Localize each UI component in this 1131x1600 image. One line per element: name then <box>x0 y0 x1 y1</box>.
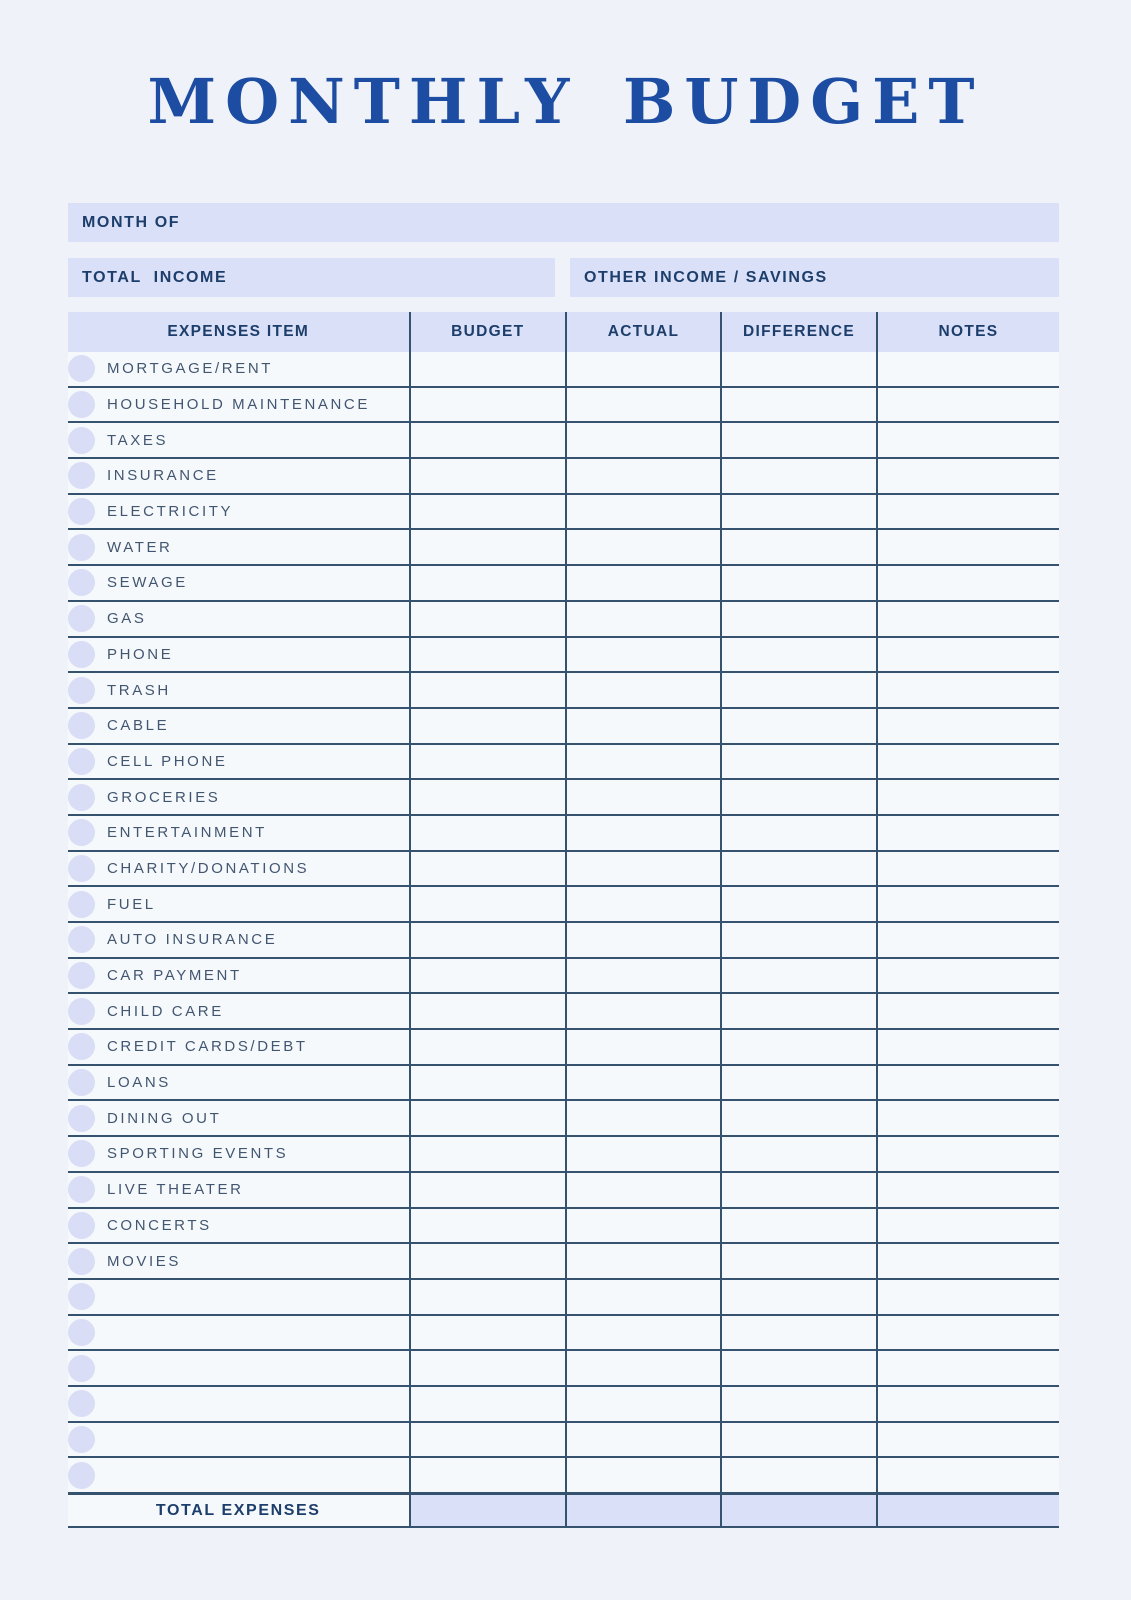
expense-item-label: CREDIT CARDS/DEBT <box>107 1038 308 1056</box>
expense-row <box>68 638 1059 674</box>
expense-item-label: CHILD CARE <box>107 1002 224 1020</box>
expense-item-label: CABLE <box>107 717 170 735</box>
notes-cell[interactable] <box>876 852 1059 886</box>
empty-expense-row <box>68 1423 1059 1459</box>
budget-cell[interactable] <box>409 959 566 993</box>
bullet-circle-icon <box>68 1283 95 1310</box>
difference-cell[interactable] <box>720 959 876 993</box>
expense-item-cell[interactable] <box>68 1316 409 1350</box>
difference-cell[interactable] <box>720 745 876 779</box>
bullet-circle-icon <box>68 1176 95 1203</box>
difference-cell[interactable] <box>720 352 876 386</box>
budget-cell[interactable] <box>409 1316 566 1350</box>
table-header-row <box>68 312 1059 352</box>
bullet-circle-icon <box>68 926 95 953</box>
notes-cell[interactable] <box>876 1101 1059 1135</box>
budget-cell[interactable] <box>409 1137 566 1171</box>
page-title: MONTHLY BUDGET <box>147 65 984 138</box>
budget-cell[interactable] <box>409 852 566 886</box>
expense-item-cell <box>68 423 409 457</box>
actual-cell[interactable] <box>565 1209 720 1243</box>
bullet-circle-icon <box>68 1426 95 1453</box>
bullet-circle-icon <box>68 605 95 632</box>
total-actual-cell[interactable] <box>565 1495 720 1526</box>
expense-item-cell <box>68 459 409 493</box>
total-difference-cell[interactable] <box>720 1495 876 1526</box>
budget-cell[interactable] <box>409 923 566 957</box>
bullet-circle-icon <box>68 391 95 418</box>
expense-item-label: PHONE <box>107 645 174 663</box>
notes-cell[interactable] <box>876 1458 1059 1492</box>
header-budget: BUDGET <box>409 312 566 352</box>
budget-cell[interactable] <box>409 1209 566 1243</box>
actual-cell[interactable] <box>565 459 720 493</box>
expense-item-label: HOUSEHOLD MAINTENANCE <box>107 396 370 414</box>
actual-cell[interactable] <box>565 1351 720 1385</box>
total-income-bar <box>68 258 555 297</box>
month-of-label: MONTH OF <box>82 213 181 231</box>
budget-cell[interactable] <box>409 887 566 921</box>
other-income-savings-input[interactable] <box>828 258 1059 297</box>
expense-item-cell <box>68 1137 409 1171</box>
notes-cell[interactable] <box>876 638 1059 672</box>
actual-cell[interactable] <box>565 923 720 957</box>
expense-row <box>68 459 1059 495</box>
empty-expense-row <box>68 1351 1059 1387</box>
notes-cell[interactable] <box>876 530 1059 564</box>
difference-cell[interactable] <box>720 923 876 957</box>
expense-item-cell <box>68 602 409 636</box>
notes-cell[interactable] <box>876 566 1059 600</box>
bullet-circle-icon <box>68 427 95 454</box>
expense-item-label: DINING OUT <box>107 1109 222 1127</box>
expense-row <box>68 923 1059 959</box>
difference-cell[interactable] <box>720 1137 876 1171</box>
expense-item-label: MORTGAGE/RENT <box>107 360 274 378</box>
bullet-circle-icon <box>68 1140 95 1167</box>
actual-cell[interactable] <box>565 423 720 457</box>
expense-item-label: GROCERIES <box>107 788 221 806</box>
actual-cell[interactable] <box>565 602 720 636</box>
difference-cell[interactable] <box>720 1280 876 1314</box>
expense-item-cell <box>68 495 409 529</box>
difference-cell[interactable] <box>720 1387 876 1421</box>
expense-row <box>68 1101 1059 1137</box>
notes-cell[interactable] <box>876 602 1059 636</box>
expense-row <box>68 673 1059 709</box>
total-budget-cell[interactable] <box>409 1495 566 1526</box>
expense-row <box>68 745 1059 781</box>
expense-item-label: AUTO INSURANCE <box>107 931 278 949</box>
bullet-circle-icon <box>68 1355 95 1382</box>
difference-cell[interactable] <box>720 1458 876 1492</box>
difference-cell[interactable] <box>720 1066 876 1100</box>
actual-cell[interactable] <box>565 495 720 529</box>
expense-item-cell <box>68 388 409 422</box>
difference-cell[interactable] <box>720 1316 876 1350</box>
notes-cell[interactable] <box>876 923 1059 957</box>
expense-item-cell <box>68 709 409 743</box>
bullet-circle-icon <box>68 819 95 846</box>
budget-cell[interactable] <box>409 566 566 600</box>
notes-cell[interactable] <box>876 745 1059 779</box>
expense-item-label: SPORTING EVENTS <box>107 1145 289 1163</box>
difference-cell[interactable] <box>720 709 876 743</box>
difference-cell[interactable] <box>720 852 876 886</box>
actual-cell[interactable] <box>565 887 720 921</box>
expense-item-cell[interactable] <box>68 1458 409 1492</box>
budget-cell[interactable] <box>409 638 566 672</box>
budget-cell[interactable] <box>409 423 566 457</box>
actual-cell[interactable] <box>565 852 720 886</box>
actual-cell[interactable] <box>565 1458 720 1492</box>
expense-row <box>68 1066 1059 1102</box>
notes-cell[interactable] <box>876 388 1059 422</box>
difference-cell[interactable] <box>720 459 876 493</box>
difference-cell[interactable] <box>720 994 876 1028</box>
actual-cell[interactable] <box>565 1387 720 1421</box>
notes-cell[interactable] <box>876 1244 1059 1278</box>
expense-row <box>68 1209 1059 1245</box>
notes-cell[interactable] <box>876 816 1059 850</box>
empty-expense-row <box>68 1458 1059 1494</box>
expense-row <box>68 1244 1059 1280</box>
difference-cell[interactable] <box>720 887 876 921</box>
actual-cell[interactable] <box>565 709 720 743</box>
expense-item-label: TRASH <box>107 681 171 699</box>
bullet-circle-icon <box>68 1390 95 1417</box>
difference-cell[interactable] <box>720 530 876 564</box>
empty-expense-row <box>68 1316 1059 1352</box>
bullet-circle-icon <box>68 1105 95 1132</box>
expense-item-cell <box>68 638 409 672</box>
header-difference: DIFFERENCE <box>720 312 876 352</box>
header-actual: ACTUAL <box>565 312 720 352</box>
budget-cell[interactable] <box>409 1244 566 1278</box>
expense-row <box>68 709 1059 745</box>
expense-item-cell <box>68 530 409 564</box>
expense-row <box>68 1173 1059 1209</box>
expense-item-cell <box>68 1101 409 1135</box>
budget-cell[interactable] <box>409 709 566 743</box>
bullet-circle-icon <box>68 569 95 596</box>
notes-cell[interactable] <box>876 1137 1059 1171</box>
budget-cell[interactable] <box>409 1066 566 1100</box>
budget-cell[interactable] <box>409 1280 566 1314</box>
bullet-circle-icon <box>68 1319 95 1346</box>
actual-cell[interactable] <box>565 994 720 1028</box>
expense-row <box>68 959 1059 995</box>
bullet-circle-icon <box>68 1033 95 1060</box>
budget-cell[interactable] <box>409 530 566 564</box>
expense-row <box>68 530 1059 566</box>
actual-cell[interactable] <box>565 816 720 850</box>
actual-cell[interactable] <box>565 1423 720 1457</box>
expense-item-label: TAXES <box>107 431 169 449</box>
budget-cell[interactable] <box>409 352 566 386</box>
bullet-circle-icon <box>68 498 95 525</box>
difference-cell[interactable] <box>720 638 876 672</box>
bullet-circle-icon <box>68 1069 95 1096</box>
expense-item-label: INSURANCE <box>107 467 219 485</box>
difference-cell[interactable] <box>720 1423 876 1457</box>
expense-row <box>68 566 1059 602</box>
bullet-circle-icon <box>68 677 95 704</box>
difference-cell[interactable] <box>720 1173 876 1207</box>
actual-cell[interactable] <box>565 1066 720 1100</box>
expense-row <box>68 495 1059 531</box>
expense-item-label: GAS <box>107 610 147 628</box>
actual-cell[interactable] <box>565 959 720 993</box>
month-of-input[interactable] <box>180 203 1059 242</box>
expense-item-label: WATER <box>107 538 173 556</box>
other-income-savings-label: OTHER INCOME / SAVINGS <box>584 268 828 286</box>
expense-row <box>68 852 1059 888</box>
difference-cell[interactable] <box>720 1244 876 1278</box>
notes-cell[interactable] <box>876 959 1059 993</box>
notes-cell[interactable] <box>876 1209 1059 1243</box>
expense-item-cell[interactable] <box>68 1387 409 1421</box>
expense-item-label: CELL PHONE <box>107 752 228 770</box>
header-notes: NOTES <box>876 312 1059 352</box>
bullet-circle-icon <box>68 1248 95 1275</box>
expense-item-cell <box>68 816 409 850</box>
difference-cell[interactable] <box>720 1209 876 1243</box>
actual-cell[interactable] <box>565 780 720 814</box>
bullet-circle-icon <box>68 1212 95 1239</box>
expense-item-cell[interactable] <box>68 1423 409 1457</box>
bullet-circle-icon <box>68 462 95 489</box>
difference-cell[interactable] <box>720 1101 876 1135</box>
actual-cell[interactable] <box>565 745 720 779</box>
bullet-circle-icon <box>68 712 95 739</box>
budget-cell[interactable] <box>409 1030 566 1064</box>
actual-cell[interactable] <box>565 352 720 386</box>
bullet-circle-icon <box>68 1462 95 1489</box>
expense-item-cell <box>68 780 409 814</box>
other-income-savings-bar <box>570 258 1059 297</box>
notes-cell[interactable] <box>876 709 1059 743</box>
empty-expense-row <box>68 1280 1059 1316</box>
bullet-circle-icon <box>68 784 95 811</box>
actual-cell[interactable] <box>565 1173 720 1207</box>
budget-cell[interactable] <box>409 745 566 779</box>
notes-cell[interactable] <box>876 1423 1059 1457</box>
notes-cell[interactable] <box>876 1066 1059 1100</box>
difference-cell[interactable] <box>720 495 876 529</box>
difference-cell[interactable] <box>720 780 876 814</box>
month-of-bar <box>68 203 1059 242</box>
expense-item-cell <box>68 959 409 993</box>
expense-row <box>68 1030 1059 1066</box>
difference-cell[interactable] <box>720 816 876 850</box>
notes-cell[interactable] <box>876 1030 1059 1064</box>
notes-cell[interactable] <box>876 1351 1059 1385</box>
bullet-circle-icon <box>68 534 95 561</box>
total-income-label: TOTAL INCOME <box>82 268 228 286</box>
expense-row <box>68 780 1059 816</box>
bullet-circle-icon <box>68 855 95 882</box>
expense-item-cell <box>68 1173 409 1207</box>
budget-cell[interactable] <box>409 1458 566 1492</box>
budget-cell[interactable] <box>409 994 566 1028</box>
notes-cell[interactable] <box>876 1387 1059 1421</box>
actual-cell[interactable] <box>565 1244 720 1278</box>
expense-item-cell <box>68 1244 409 1278</box>
actual-cell[interactable] <box>565 1030 720 1064</box>
difference-cell[interactable] <box>720 566 876 600</box>
notes-cell[interactable] <box>876 673 1059 707</box>
expense-item-cell <box>68 1030 409 1064</box>
difference-cell[interactable] <box>720 602 876 636</box>
notes-cell[interactable] <box>876 352 1059 386</box>
expense-item-cell <box>68 673 409 707</box>
difference-cell[interactable] <box>720 673 876 707</box>
expense-item-label: FUEL <box>107 895 156 913</box>
table-body <box>68 352 1059 1494</box>
budget-cell[interactable] <box>409 1423 566 1457</box>
notes-cell[interactable] <box>876 423 1059 457</box>
difference-cell[interactable] <box>720 1030 876 1064</box>
total-expenses-row <box>68 1494 1059 1528</box>
bullet-circle-icon <box>68 641 95 668</box>
total-expenses-label: TOTAL EXPENSES <box>68 1495 409 1526</box>
bullet-circle-icon <box>68 891 95 918</box>
budget-cell[interactable] <box>409 1351 566 1385</box>
budget-cell[interactable] <box>409 495 566 529</box>
budget-cell[interactable] <box>409 388 566 422</box>
expense-row <box>68 602 1059 638</box>
expense-item-cell <box>68 1066 409 1100</box>
expense-item-label: ELECTRICITY <box>107 503 234 521</box>
expense-item-label: LOANS <box>107 1074 171 1092</box>
budget-cell[interactable] <box>409 1387 566 1421</box>
budget-cell[interactable] <box>409 459 566 493</box>
expense-item-label: CONCERTS <box>107 1216 212 1234</box>
expense-item-label: SEWAGE <box>107 574 188 592</box>
difference-cell[interactable] <box>720 1351 876 1385</box>
actual-cell[interactable] <box>565 673 720 707</box>
expense-item-cell <box>68 994 409 1028</box>
expense-item-cell <box>68 566 409 600</box>
expense-row <box>68 887 1059 923</box>
notes-cell[interactable] <box>876 495 1059 529</box>
expense-item-label: LIVE THEATER <box>107 1181 244 1199</box>
budget-cell[interactable] <box>409 780 566 814</box>
expense-item-cell <box>68 745 409 779</box>
notes-cell[interactable] <box>876 780 1059 814</box>
expense-row <box>68 388 1059 424</box>
bullet-circle-icon <box>68 748 95 775</box>
budget-cell[interactable] <box>409 816 566 850</box>
expense-item-cell[interactable] <box>68 1351 409 1385</box>
notes-cell[interactable] <box>876 1173 1059 1207</box>
notes-cell[interactable] <box>876 887 1059 921</box>
expense-row <box>68 816 1059 852</box>
expense-item-cell <box>68 1209 409 1243</box>
budget-cell[interactable] <box>409 1173 566 1207</box>
expense-item-cell <box>68 923 409 957</box>
expense-row <box>68 994 1059 1030</box>
expense-row <box>68 352 1059 388</box>
header-expenses-item: EXPENSES ITEM <box>167 323 310 340</box>
bullet-circle-icon <box>68 962 95 989</box>
expense-item-label: CAR PAYMENT <box>107 967 242 985</box>
expense-item-label: CHARITY/DONATIONS <box>107 859 310 877</box>
notes-cell[interactable] <box>876 1316 1059 1350</box>
actual-cell[interactable] <box>565 1137 720 1171</box>
expense-row <box>68 1137 1059 1173</box>
budget-cell[interactable] <box>409 673 566 707</box>
empty-expense-row <box>68 1387 1059 1423</box>
notes-cell[interactable] <box>876 1280 1059 1314</box>
bullet-circle-icon <box>68 998 95 1025</box>
difference-cell[interactable] <box>720 388 876 422</box>
actual-cell[interactable] <box>565 638 720 672</box>
actual-cell[interactable] <box>565 1101 720 1135</box>
actual-cell[interactable] <box>565 1316 720 1350</box>
expense-item-cell <box>68 352 409 386</box>
actual-cell[interactable] <box>565 388 720 422</box>
budget-cell[interactable] <box>409 602 566 636</box>
expense-item-cell <box>68 887 409 921</box>
notes-cell[interactable] <box>876 994 1059 1028</box>
actual-cell[interactable] <box>565 1280 720 1314</box>
budget-table <box>68 312 1059 1528</box>
bullet-circle-icon <box>68 355 95 382</box>
expense-item-cell <box>68 852 409 886</box>
expense-item-label: MOVIES <box>107 1252 181 1270</box>
total-income-input[interactable] <box>227 258 555 297</box>
budget-cell[interactable] <box>409 1101 566 1135</box>
difference-cell[interactable] <box>720 423 876 457</box>
expense-item-label: ENTERTAINMENT <box>107 824 267 842</box>
notes-cell[interactable] <box>876 459 1059 493</box>
actual-cell[interactable] <box>565 566 720 600</box>
actual-cell[interactable] <box>565 530 720 564</box>
expense-row <box>68 423 1059 459</box>
total-notes-cell[interactable] <box>876 1495 1059 1526</box>
expense-item-cell[interactable] <box>68 1280 409 1314</box>
